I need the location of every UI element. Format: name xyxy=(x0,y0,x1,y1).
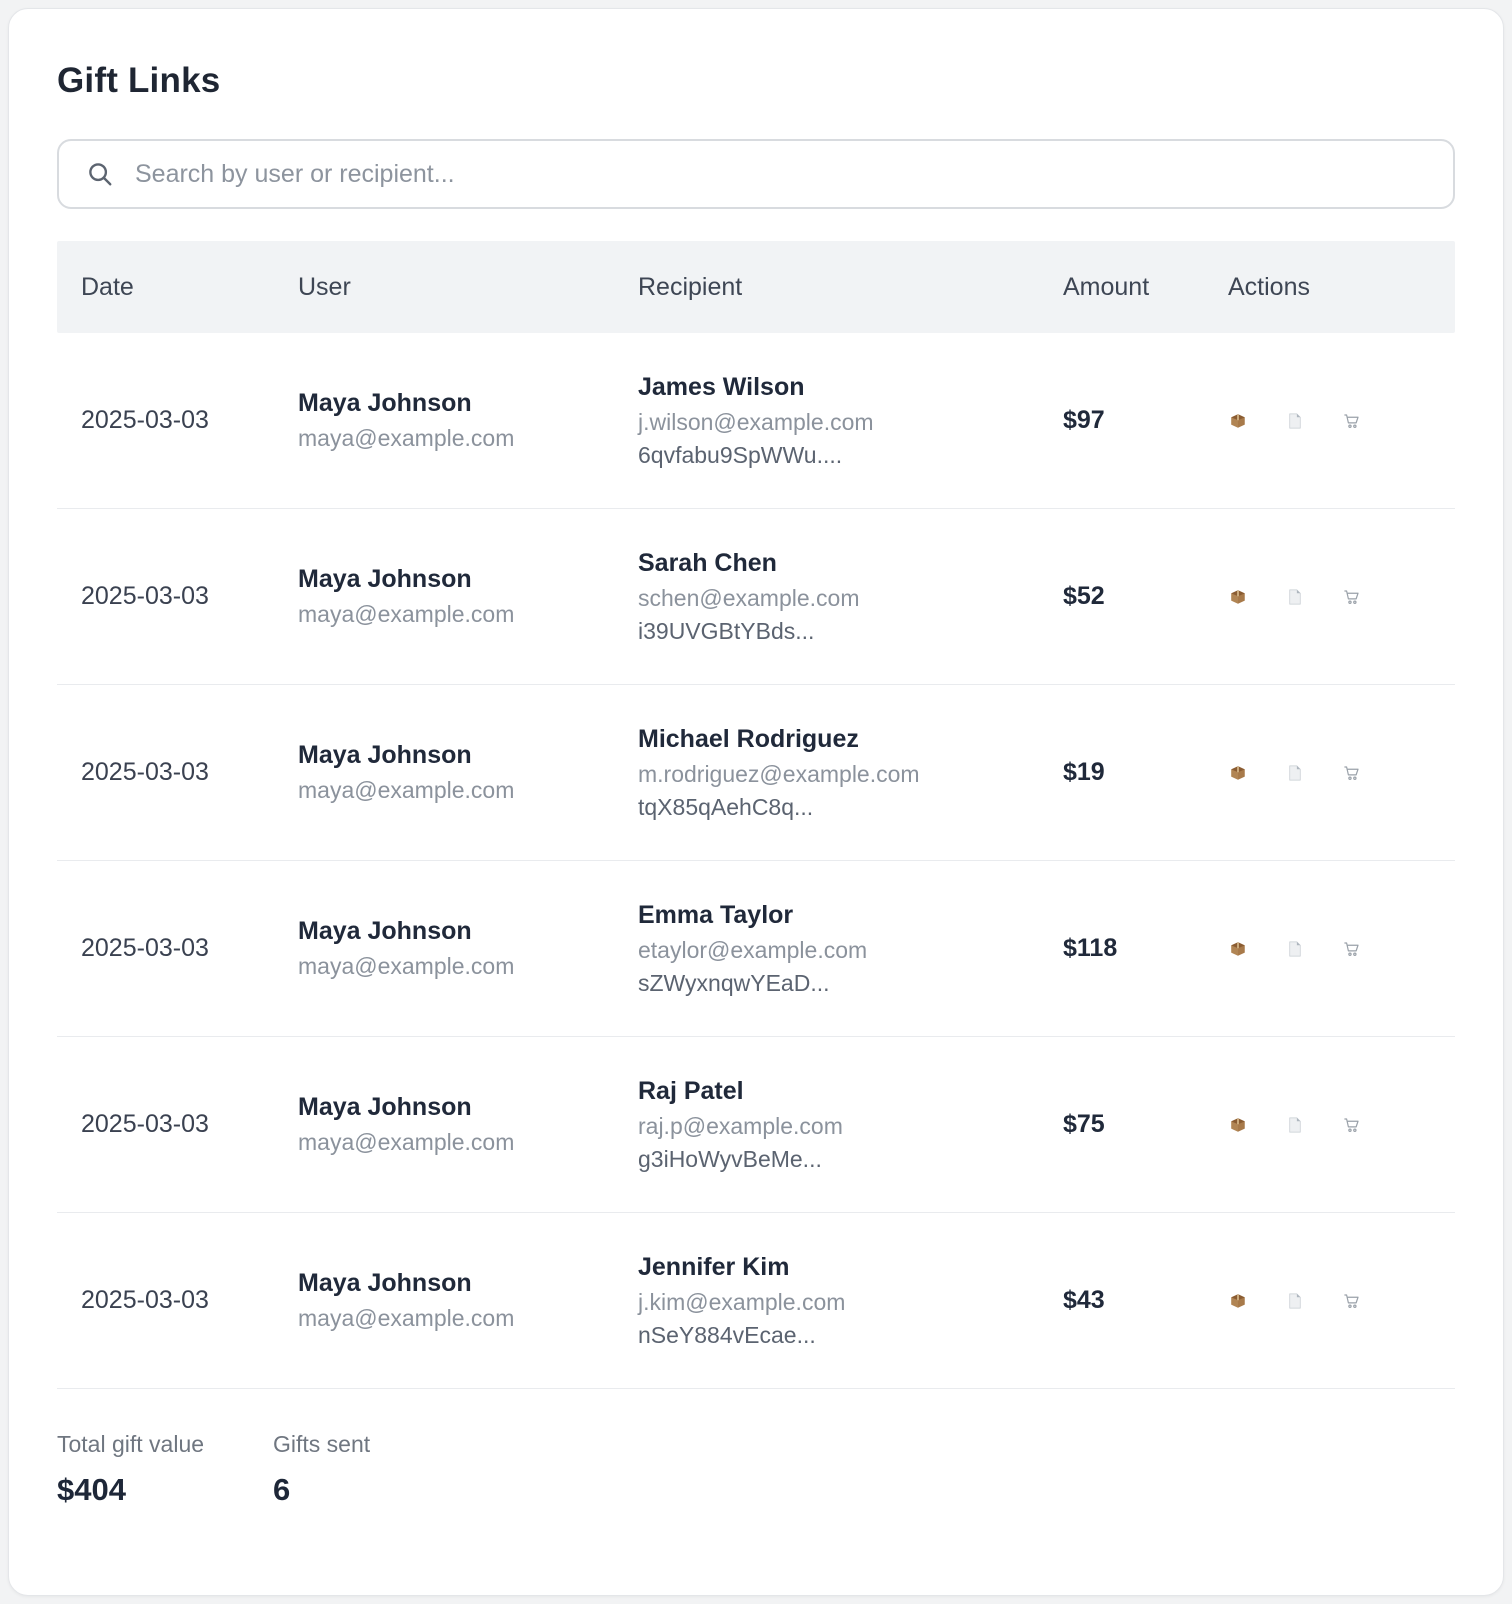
gifts-sent-count: 6 xyxy=(273,1472,291,1507)
recipient-email: raj.p@example.com xyxy=(638,1112,843,1139)
user-email: maya@example.com xyxy=(298,425,515,451)
package-icon[interactable] xyxy=(1228,939,1248,959)
page-icon[interactable] xyxy=(1285,587,1305,607)
gift-link-code: sZWyxnqwYEaD... xyxy=(638,969,830,996)
recipient-cell xyxy=(638,900,1063,996)
column-header-user: User xyxy=(298,272,351,301)
user-name: Maya Johnson xyxy=(298,389,472,417)
gift-links-table xyxy=(57,241,1455,1389)
recipient-name: Raj Patel xyxy=(638,1076,744,1105)
cart-icon[interactable] xyxy=(1342,1291,1362,1311)
gifts-sent-label: Gifts sent xyxy=(273,1431,371,1457)
recipient-name: Emma Taylor xyxy=(638,900,794,929)
gifts-sent-stat xyxy=(273,1431,370,1508)
gift-link-code: 6qvfabu9SpWWu.... xyxy=(638,441,843,468)
gift-amount: $75 xyxy=(1063,1110,1105,1138)
user-cell xyxy=(298,1095,638,1154)
page-icon[interactable] xyxy=(1285,939,1305,959)
package-icon[interactable] xyxy=(1228,763,1248,783)
recipient-email: j.wilson@example.com xyxy=(638,408,874,435)
recipient-name: James Wilson xyxy=(638,372,805,401)
recipient-email: j.kim@example.com xyxy=(638,1288,846,1315)
gift-date: 2025-03-03 xyxy=(81,1110,209,1138)
package-icon[interactable] xyxy=(1228,587,1248,607)
total-gift-value-label: Total gift value xyxy=(57,1431,205,1457)
user-name: Maya Johnson xyxy=(298,1093,472,1121)
row-actions xyxy=(1228,1291,1455,1311)
column-header-actions: Actions xyxy=(1228,272,1310,301)
gift-date: 2025-03-03 xyxy=(81,406,209,434)
user-name: Maya Johnson xyxy=(298,565,472,593)
row-actions xyxy=(1228,587,1455,607)
page-icon[interactable] xyxy=(1285,1291,1305,1311)
table-body xyxy=(57,333,1455,1389)
page-icon[interactable] xyxy=(1285,763,1305,783)
user-cell xyxy=(298,743,638,802)
user-email: maya@example.com xyxy=(298,1305,515,1331)
page-icon[interactable] xyxy=(1285,411,1305,431)
column-header-amount: Amount xyxy=(1063,272,1150,301)
recipient-email: m.rodriguez@example.com xyxy=(638,760,920,787)
user-cell xyxy=(298,919,638,978)
recipient-cell xyxy=(638,1076,1063,1172)
table-row xyxy=(57,509,1455,685)
user-cell xyxy=(298,391,638,450)
user-cell xyxy=(298,1271,638,1330)
row-actions xyxy=(1228,939,1455,959)
recipient-cell xyxy=(638,548,1063,644)
package-icon[interactable] xyxy=(1228,1291,1248,1311)
gift-link-code: nSeY884vEcae... xyxy=(638,1321,816,1348)
table-row xyxy=(57,1037,1455,1213)
page-icon[interactable] xyxy=(1285,1115,1305,1135)
table-row xyxy=(57,333,1455,509)
package-icon[interactable] xyxy=(1228,1115,1248,1135)
recipient-email: etaylor@example.com xyxy=(638,936,868,963)
gift-links-card xyxy=(8,8,1504,1596)
cart-icon[interactable] xyxy=(1342,587,1362,607)
table-row xyxy=(57,861,1455,1037)
user-email: maya@example.com xyxy=(298,953,515,979)
user-name: Maya Johnson xyxy=(298,741,472,769)
search-box[interactable] xyxy=(57,139,1455,209)
cart-icon[interactable] xyxy=(1342,939,1362,959)
table-row xyxy=(57,1213,1455,1389)
gift-date: 2025-03-03 xyxy=(81,582,209,610)
recipient-name: Jennifer Kim xyxy=(638,1252,790,1281)
table-header-row xyxy=(57,241,1455,333)
gift-amount: $43 xyxy=(1063,1286,1105,1314)
user-email: maya@example.com xyxy=(298,777,515,803)
user-name: Maya Johnson xyxy=(298,1269,472,1297)
recipient-cell xyxy=(638,1252,1063,1348)
gift-amount: $97 xyxy=(1063,406,1105,434)
recipient-name: Sarah Chen xyxy=(638,548,777,577)
recipient-cell xyxy=(638,724,1063,820)
total-gift-value: $404 xyxy=(57,1472,126,1507)
gift-date: 2025-03-03 xyxy=(81,758,209,786)
gift-amount: $19 xyxy=(1063,758,1105,786)
gift-amount: $118 xyxy=(1063,934,1118,962)
total-gift-value-stat xyxy=(57,1431,225,1508)
user-email: maya@example.com xyxy=(298,1129,515,1155)
recipient-email: schen@example.com xyxy=(638,584,860,611)
user-email: maya@example.com xyxy=(298,601,515,627)
cart-icon[interactable] xyxy=(1342,411,1362,431)
gift-amount: $52 xyxy=(1063,582,1105,610)
recipient-name: Michael Rodriguez xyxy=(638,724,859,753)
user-name: Maya Johnson xyxy=(298,917,472,945)
gift-link-code: g3iHoWyvBeMe... xyxy=(638,1145,822,1172)
row-actions xyxy=(1228,1115,1455,1135)
package-icon[interactable] xyxy=(1228,411,1248,431)
user-cell xyxy=(298,567,638,626)
cart-icon[interactable] xyxy=(1342,763,1362,783)
table-row xyxy=(57,685,1455,861)
gift-date: 2025-03-03 xyxy=(81,1286,209,1314)
gift-link-code: i39UVGBtYBds... xyxy=(638,617,815,644)
page-title: Gift Links xyxy=(57,61,221,100)
gift-link-code: tqX85qAehC8q... xyxy=(638,793,814,820)
row-actions xyxy=(1228,763,1455,783)
column-header-date: Date xyxy=(81,272,134,301)
summary-bar xyxy=(57,1389,1455,1508)
column-header-recipient: Recipient xyxy=(638,272,743,301)
recipient-cell xyxy=(638,372,1063,468)
search-input[interactable] xyxy=(135,160,1427,189)
cart-icon[interactable] xyxy=(1342,1115,1362,1135)
row-actions xyxy=(1228,411,1455,431)
search-icon xyxy=(85,159,115,189)
gift-date: 2025-03-03 xyxy=(81,934,209,962)
